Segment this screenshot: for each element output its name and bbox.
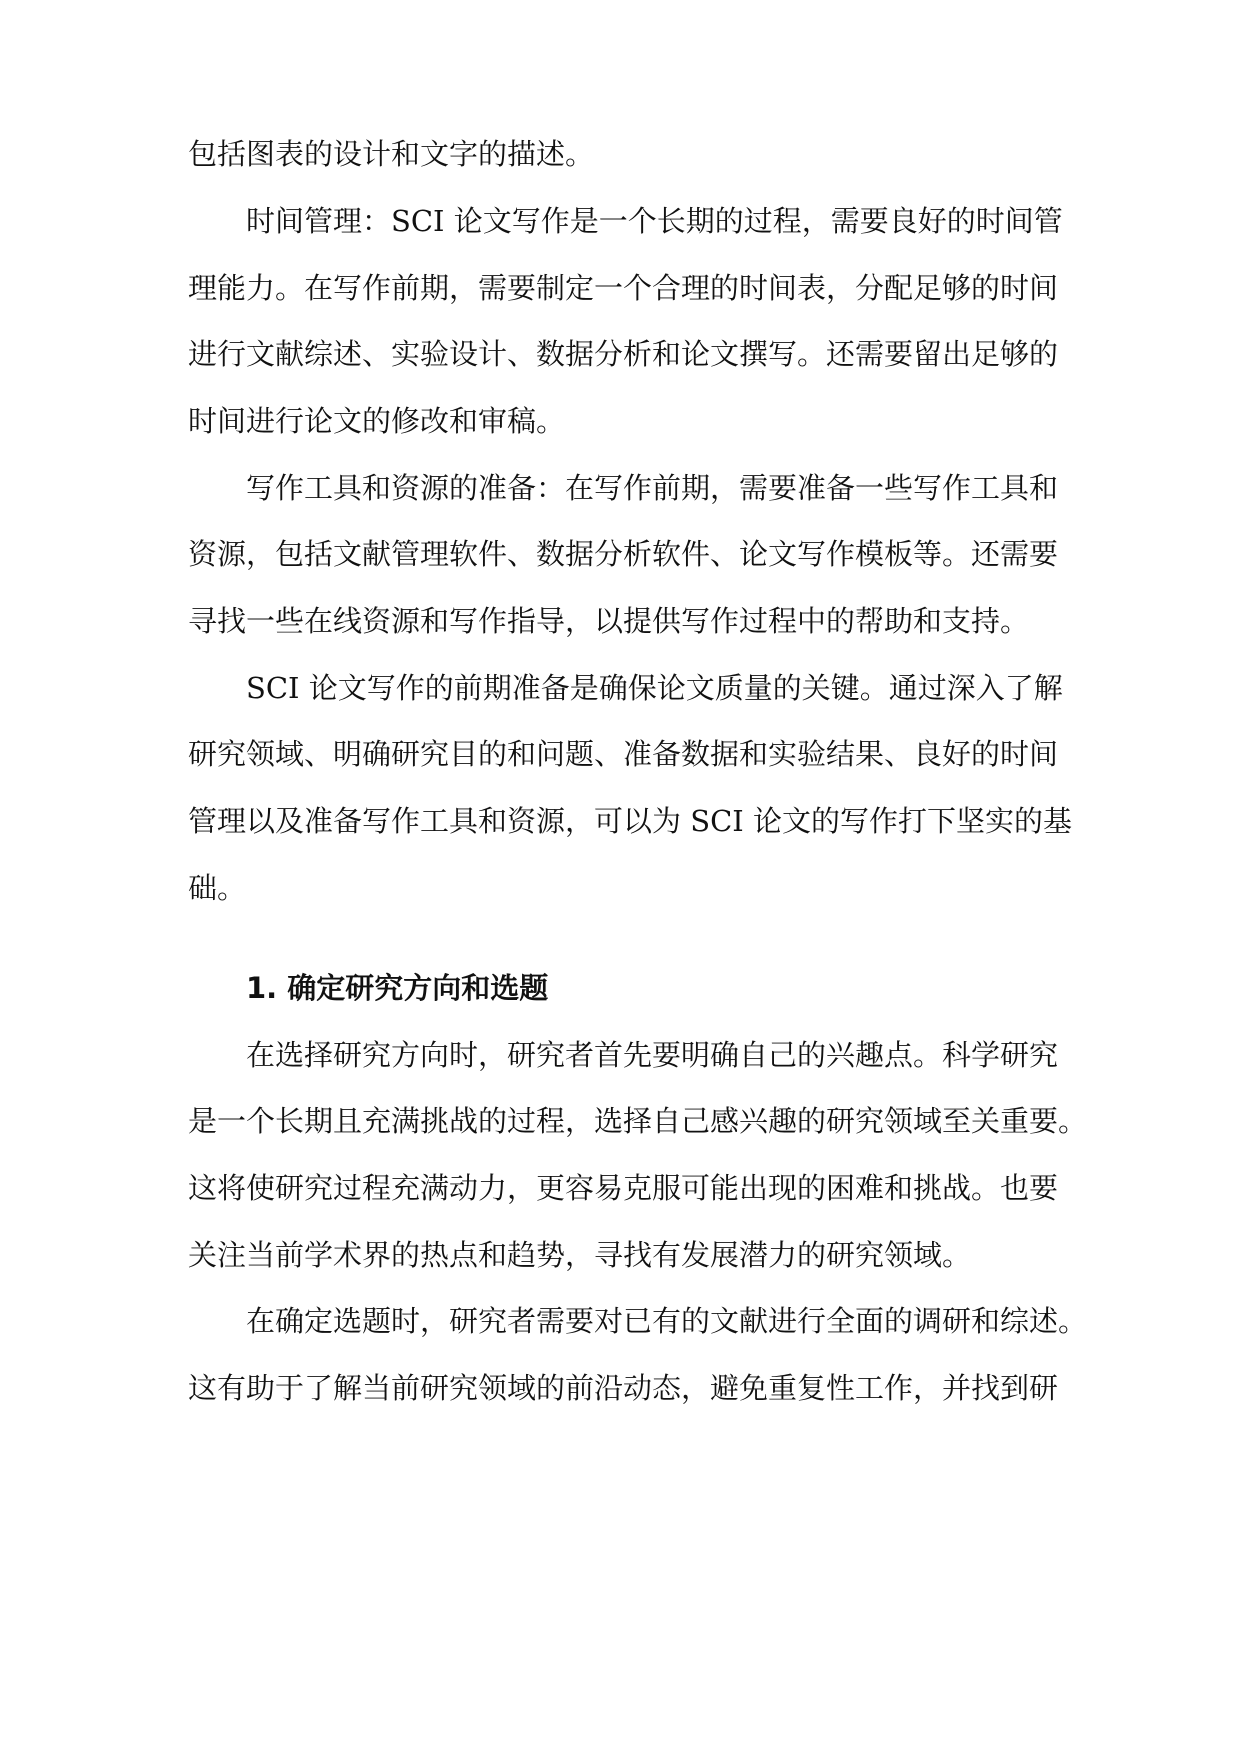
text-line: 写作工具和资源的准备：在写作前期，需要准备一些写作工具和 (246, 471, 1059, 505)
text-line: 础。 (188, 871, 247, 905)
text-line: 时间进行论文的修改和审稿。 (188, 404, 566, 438)
text-line: 是一个长期且充满挑战的过程，选择自己感兴趣的研究领域至关重要。 (188, 1104, 1088, 1138)
text-line: 这将使研究过程充满动力，更容易克服可能出现的困难和挑战。也要 (188, 1171, 1059, 1205)
text-line: 理能力。在写作前期，需要制定一个合理的时间表，分配足够的时间 (188, 271, 1059, 305)
text-line: 资源，包括文献管理软件、数据分析软件、论文写作模板等。还需要 (188, 537, 1059, 571)
text-line: 关注当前学术界的热点和趋势，寻找有发展潜力的研究领域。 (188, 1238, 972, 1272)
section-heading: 1. 确定研究方向和选题 (246, 971, 549, 1005)
text-line: 在选择研究方向时，研究者首先要明确自己的兴趣点。科学研究 (246, 1038, 1059, 1072)
text-line: 进行文献综述、实验设计、数据分析和论文撰写。还需要留出足够的 (188, 337, 1059, 371)
text-line: 这有助于了解当前研究领域的前沿动态，避免重复性工作，并找到研 (188, 1371, 1059, 1405)
text-line: 在确定选题时，研究者需要对已有的文献进行全面的调研和综述。 (246, 1304, 1088, 1338)
text-line: SCI 论文写作的前期准备是确保论文质量的关键。通过深入了解 (246, 671, 1063, 705)
text-line: 包括图表的设计和文字的描述。 (188, 137, 595, 171)
text-line: 时间管理：SCI 论文写作是一个长期的过程，需要良好的时间管 (246, 204, 1063, 238)
text-line: 研究领域、明确研究目的和问题、准备数据和实验结果、良好的时间 (188, 737, 1059, 771)
text-line: 管理以及准备写作工具和资源，可以为 SCI 论文的写作打下坚实的基 (188, 804, 1072, 838)
text-line: 寻找一些在线资源和写作指导，以提供写作过程中的帮助和支持。 (188, 604, 1030, 638)
